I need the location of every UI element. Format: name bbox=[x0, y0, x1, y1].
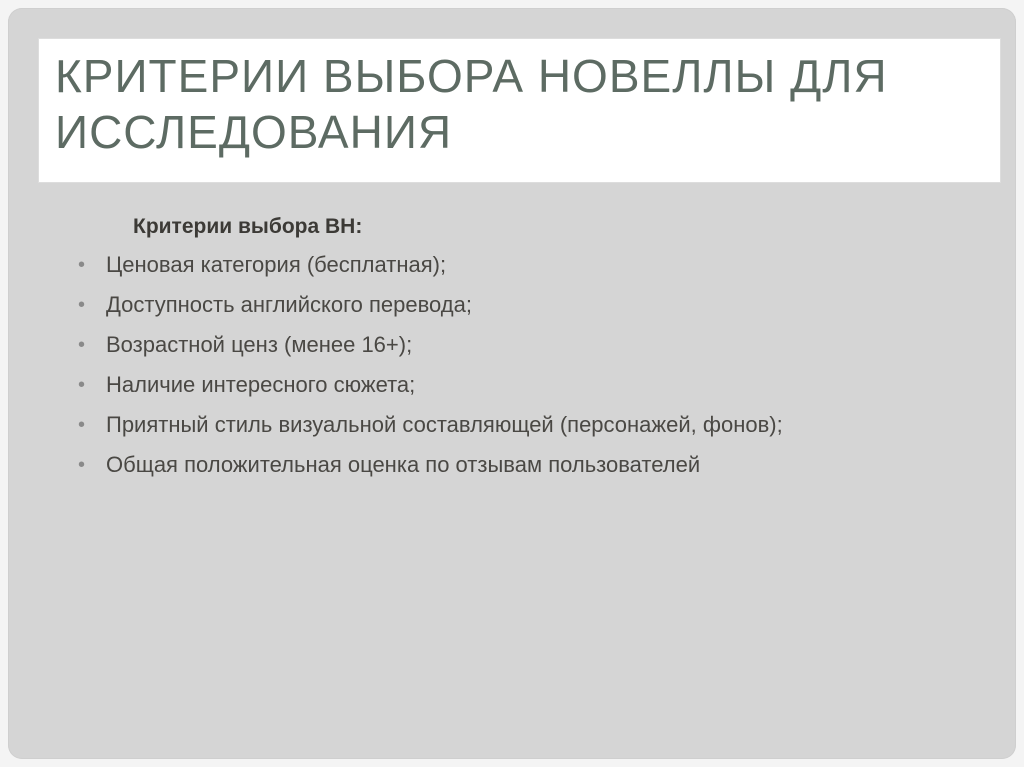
list-item-text: Доступность английского перевода; bbox=[106, 292, 472, 317]
bullet-icon: • bbox=[78, 414, 86, 436]
bullet-icon: • bbox=[78, 454, 86, 476]
list-item bbox=[78, 289, 958, 321]
criteria-list bbox=[78, 249, 958, 481]
list-item bbox=[78, 369, 958, 401]
bullet-icon: • bbox=[78, 334, 86, 356]
slide-title: КРИТЕРИИ ВЫБОРА НОВЕЛЛЫ ДЛЯ ИССЛЕДОВАНИЯ bbox=[55, 50, 888, 158]
bullet-icon: • bbox=[78, 294, 86, 316]
list-item-text: Ценовая категория (бесплатная); bbox=[106, 252, 447, 277]
list-item-text: Возрастной ценз (менее 16+); bbox=[106, 332, 413, 357]
criteria-subheading: Критерии выбора ВН: bbox=[133, 215, 363, 238]
list-item-text: Общая положительная оценка по отзывам пользователей bbox=[106, 452, 701, 477]
list-item bbox=[78, 249, 958, 281]
slide-content bbox=[78, 213, 958, 489]
list-item-text: Приятный стиль визуальной составляющей (персонажей, фонов); bbox=[106, 412, 783, 437]
bullet-icon: • bbox=[78, 374, 86, 396]
bullet-icon: • bbox=[78, 254, 86, 276]
list-item-text: Наличие интересного сюжета; bbox=[106, 372, 416, 397]
list-item bbox=[78, 329, 958, 361]
slide bbox=[8, 8, 1016, 759]
list-item bbox=[78, 409, 958, 441]
list-item bbox=[78, 449, 958, 481]
